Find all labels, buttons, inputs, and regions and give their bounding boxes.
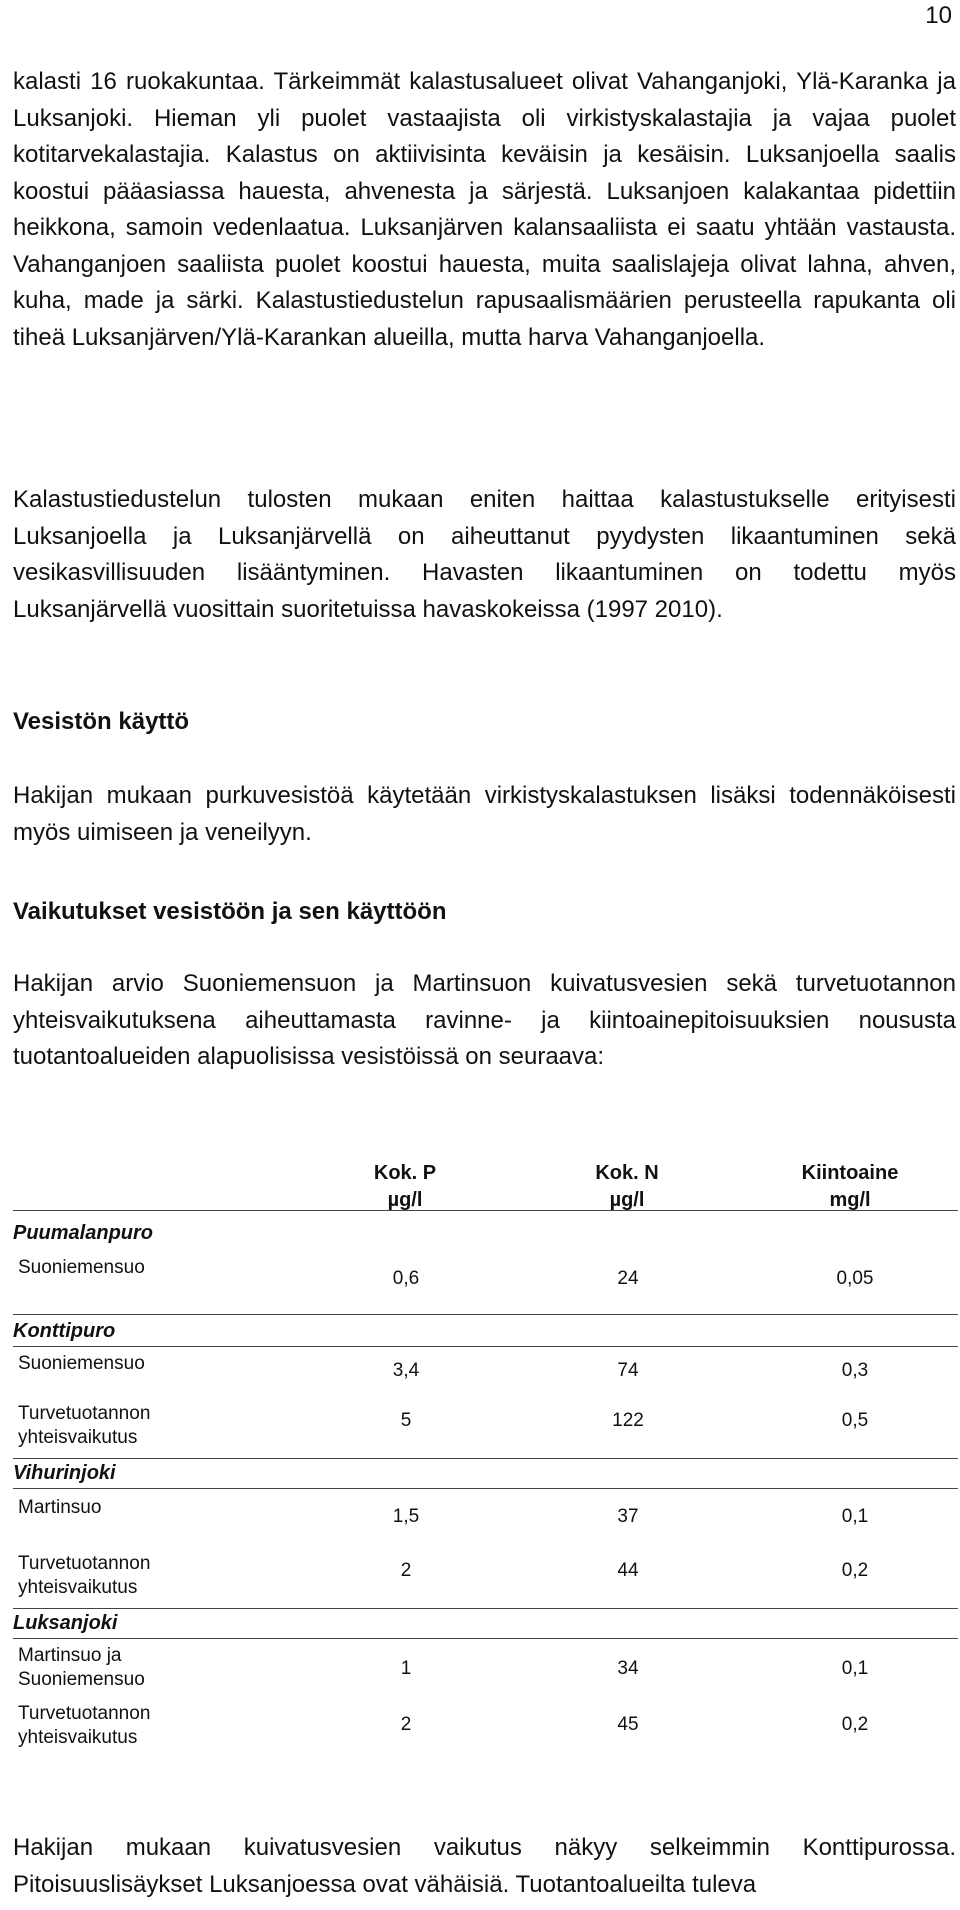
table-row-label: Turvetuotannon yhteisvaikutus (18, 1553, 151, 1598)
table-cell: 2 (400, 1560, 412, 1581)
table-cell: 2 (400, 1714, 412, 1735)
table-cell: 0,05 (836, 1268, 874, 1289)
column-header-total-p: Kok. P µg/l (373, 1162, 437, 1211)
table-group-label: Vihurinjoki (13, 1462, 116, 1484)
table-cell: 0,1 (841, 1506, 869, 1527)
table-cell: 122 (612, 1410, 644, 1431)
table-group-rule (13, 1638, 958, 1639)
table-cell: 3,4 (392, 1360, 420, 1381)
table-cell: 34 (617, 1658, 639, 1679)
table-row-label: Martinsuo ja Suoniemensuo (18, 1645, 145, 1690)
table-cell: 44 (617, 1560, 639, 1581)
page-number: 10 (925, 2, 952, 29)
table-row-label: Turvetuotannon yhteisvaikutus (18, 1703, 151, 1748)
table-cell: 5 (400, 1410, 412, 1431)
paragraph-fishing-harm: Kalastustiedustelun tulosten mukaan eniten haittaa kalastustukselle erityisesti Luksanjoella ja Luksanjärvellä on aiheuttanut pyydysten likaantuminen sekä vesikasvillisuuden lisääntyminen. Havasten likaantuminen on todettu myös Luksanjärvellä vuosittain suoritetuissa havaskokeissa (1997 2010). (13, 486, 956, 623)
column-header-solids: Kiintoaine mg/l (801, 1162, 899, 1211)
table-group-rule (13, 1314, 958, 1315)
table-cell: 1,5 (392, 1506, 420, 1527)
table-group-label: Puumalanpuro (13, 1222, 154, 1244)
table-cell: 37 (617, 1506, 639, 1527)
table-group-rule (13, 1608, 958, 1609)
paragraph-water-use: Hakijan mukaan purkuvesistöä käytetään virkistyskalastuksen lisäksi todennäköisesti myös uimiseen ja veneilyyn. (13, 782, 956, 846)
table-group-rule (13, 1346, 958, 1347)
heading-water-use: Vesistön käyttö (13, 708, 190, 735)
paragraph-fishing-survey: kalasti 16 ruokakuntaa. Tärkeimmät kalastusalueet olivat Vahanganjoki, Ylä-Karanka ja Luksanjoki. Hieman yli puolet vastaajista oli virkistyskalastajia ja vajaa puolet kotitarvekalastajia. Kalastus on aktiivisinta keväisin ja kesäisin. Luksanjoella saalis koostui pääasiassa hauesta, ahvenesta ja särjestä. Luksanjoen kalakantaa pidettiin heikkona, samoin vedenlaatua. Luksanjärven kalansaaliista ei saatu yhtään vastausta. Vahanganjoen saaliista puolet koostui hauesta, muita saalislajeja olivat lahna, ahven, kuha, made ja särki. Kalastustiedustelun rapusaalismäärien perusteella rapukanta oli tiheä Luksanjärven/Ylä-Karankan alueilla, mutta harva Vahanganjoella. (13, 68, 956, 351)
table-cell: 0,5 (841, 1410, 869, 1431)
table-group-rule (13, 1458, 958, 1459)
table-row-label: Turvetuotannon yhteisvaikutus (18, 1403, 151, 1448)
table-cell: 24 (617, 1268, 639, 1289)
table-cell: 0,2 (841, 1714, 869, 1735)
table-cell: 0,3 (841, 1360, 869, 1381)
table-cell: 0,2 (841, 1560, 869, 1581)
paragraph-impacts: Hakijan arvio Suoniemensuon ja Martinsuon kuivatusvesien sekä turvetuotannon yhteisvaikutuksena aiheuttamasta ravinne- ja kiintoainepitoisuuksien noususta tuotantoalueiden alapuolisissa vesistöissä on seuraava: (13, 970, 956, 1070)
table-group-label: Luksanjoki (13, 1612, 118, 1634)
table-row-label: Suoniemensuo (18, 1353, 145, 1374)
table-header-rule (13, 1210, 958, 1211)
table-cell: 0,1 (841, 1658, 869, 1679)
table-row-label: Suoniemensuo (18, 1257, 145, 1278)
table-group-rule (13, 1488, 958, 1489)
table-cell: 45 (617, 1714, 639, 1735)
table-cell: 74 (617, 1360, 639, 1381)
table-cell: 1 (400, 1658, 412, 1679)
table-cell: 0,6 (392, 1268, 420, 1289)
table-group-label: Konttipuro (13, 1320, 116, 1342)
column-header-total-n: Kok. N µg/l (595, 1162, 659, 1211)
heading-impacts: Vaikutukset vesistöön ja sen käyttöön (13, 898, 447, 925)
paragraph-conclusion: Hakijan mukaan kuivatusvesien vaikutus näkyy selkeimmin Konttipurossa. Pitoisuuslisäykset Luksanjoessa ovat vähäisiä. Tuotantoalueilta tuleva (13, 1834, 956, 1898)
table-row-label: Martinsuo (18, 1497, 102, 1518)
